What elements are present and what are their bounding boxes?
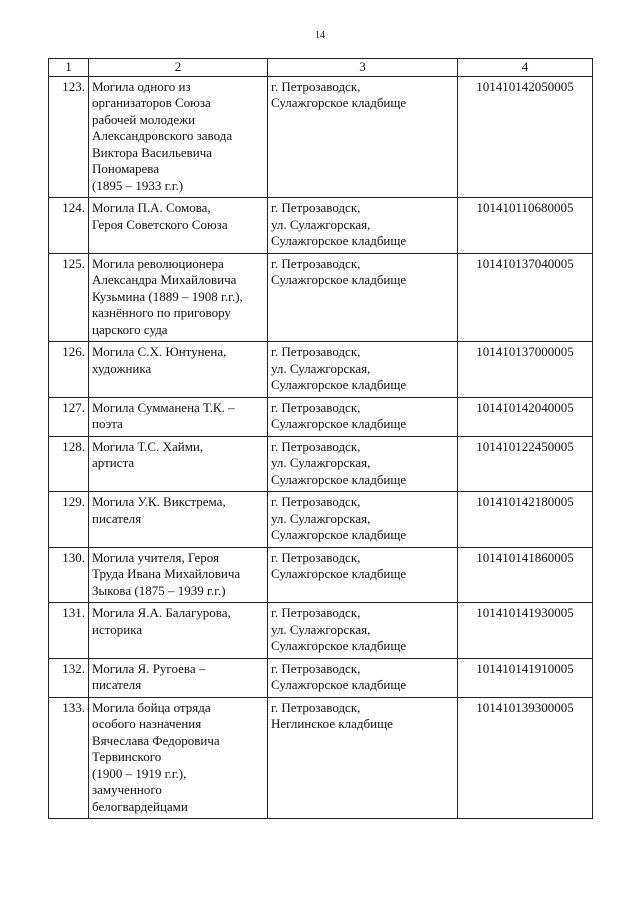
table-row [49,492,593,548]
row-number-cell: 128. [49,436,89,492]
column-header-2: 2 [89,59,268,77]
registry-code-cell: 101410137000005 [458,342,593,398]
object-name-cell: Могила Я. Ругоева – писателя [89,658,268,697]
location-cell: г. Петрозаводск, Неглинское кладбище [268,697,458,819]
object-name-cell: Могила учителя, Героя Труда Ивана Михайловича Зыкова (1875 – 1939 г.г.) [89,547,268,603]
object-name-cell: Могила бойца отряда особого назначения Вячеслава Федоровича Тервинского (1900 – 1919 г.г.), замученного белогвардейцами [89,697,268,819]
table-row [49,603,593,659]
location-cell: г. Петрозаводск, ул. Сулажгорская, Сулажгорское кладбище [268,436,458,492]
table-row [49,342,593,398]
table-row [49,436,593,492]
location-cell: г. Петрозаводск, ул. Сулажгорская, Сулажгорское кладбище [268,198,458,254]
registry-code-cell: 101410122450005 [458,436,593,492]
object-name-cell: Могила Т.С. Хайми, артиста [89,436,268,492]
object-name-cell: Могила С.Х. Юнтунена, художника [89,342,268,398]
row-number-cell: 124. [49,198,89,254]
location-cell: г. Петрозаводск, ул. Сулажгорская, Сулажгорское кладбище [268,492,458,548]
location-cell: г. Петрозаводск, Сулажгорское кладбище [268,547,458,603]
object-name-cell: Могила Я.А. Балагурова, историка [89,603,268,659]
object-name-cell: Могила П.А. Сомова, Героя Советского Союза [89,198,268,254]
page-number: 14 [315,30,325,41]
registry-code-cell: 101410141860005 [458,547,593,603]
row-number-cell: 129. [49,492,89,548]
registry-code-cell: 101410141930005 [458,603,593,659]
registry-code-cell: 101410141910005 [458,658,593,697]
table-row [49,547,593,603]
row-number-cell: 130. [49,547,89,603]
registry-code-cell: 101410137040005 [458,253,593,342]
registry-code-cell: 101410110680005 [458,198,593,254]
registry-code-cell: 101410142050005 [458,76,593,198]
location-cell: г. Петрозаводск, Сулажгорское кладбище [268,397,458,436]
location-cell: г. Петрозаводск, Сулажгорское кладбище [268,76,458,198]
column-header-1: 1 [49,59,89,77]
row-number-cell: 126. [49,342,89,398]
monuments-table [48,58,593,819]
table-row [49,697,593,819]
registry-code-cell: 101410142180005 [458,492,593,548]
table-row [49,397,593,436]
row-number-cell: 123. [49,76,89,198]
column-header-4: 4 [458,59,593,77]
table-header-row [49,59,593,77]
row-number-cell: 133. [49,697,89,819]
column-header-3: 3 [268,59,458,77]
object-name-cell: Могила одного из организаторов Союза рабочей молодежи Александровского завода Виктора Васильевича Пономарева (1895 – 1933 г.г.) [89,76,268,198]
location-cell: г. Петрозаводск, Сулажгорское кладбище [268,658,458,697]
location-cell: г. Петрозаводск, ул. Сулажгорская, Сулажгорское кладбище [268,603,458,659]
table-row [49,253,593,342]
row-number-cell: 132. [49,658,89,697]
table-row [49,658,593,697]
table-row [49,76,593,198]
table-row [49,198,593,254]
row-number-cell: 131. [49,603,89,659]
location-cell: г. Петрозаводск, ул. Сулажгорская, Сулажгорское кладбище [268,342,458,398]
registry-code-cell: 101410139300005 [458,697,593,819]
row-number-cell: 127. [49,397,89,436]
object-name-cell: Могила революционера Александра Михайловича Кузьмина (1889 – 1908 г.г.), казнённого по приговору царского суда [89,253,268,342]
registry-code-cell: 101410142040005 [458,397,593,436]
location-cell: г. Петрозаводск, Сулажгорское кладбище [268,253,458,342]
object-name-cell: Могила Сумманена Т.К. – поэта [89,397,268,436]
object-name-cell: Могила У.К. Викстрема, писателя [89,492,268,548]
row-number-cell: 125. [49,253,89,342]
